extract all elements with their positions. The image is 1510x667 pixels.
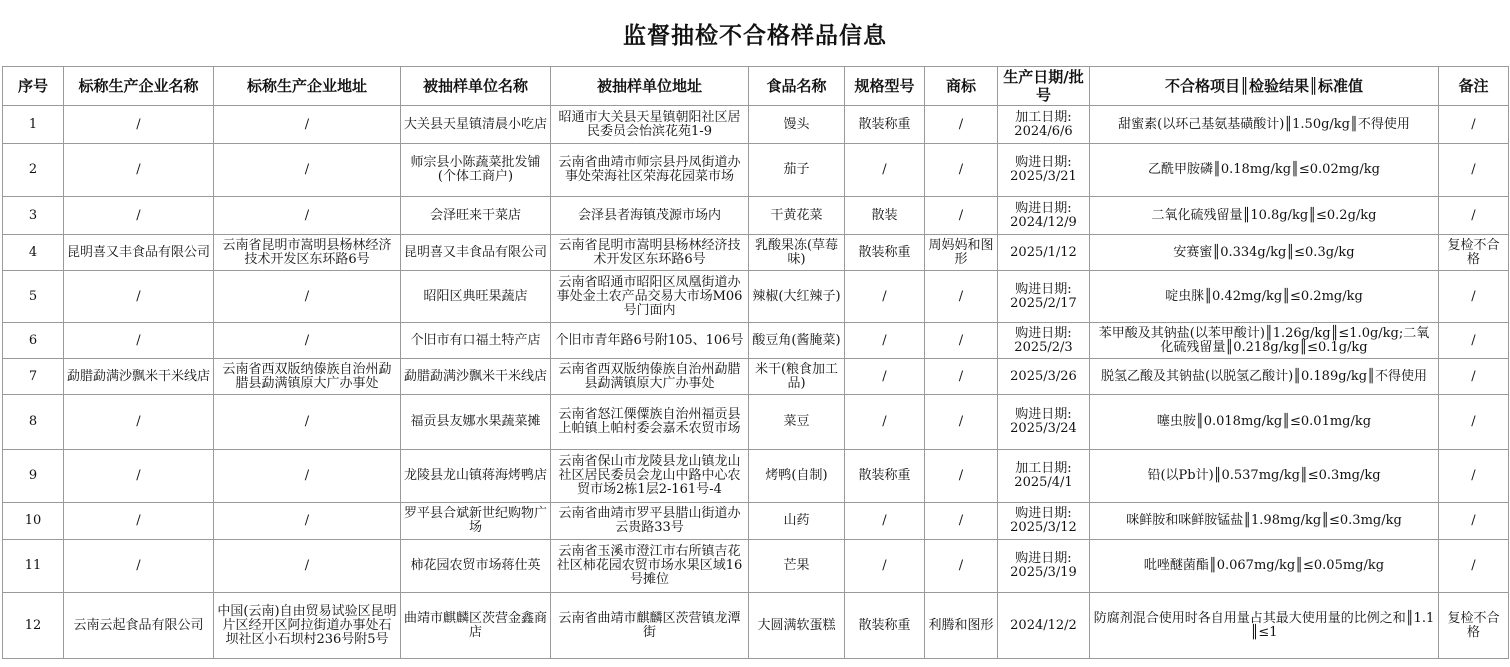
spec-model: /: [845, 323, 925, 359]
sampled-unit-name: 勐腊勐满沙飘米干米线店: [401, 359, 551, 395]
spec-model: /: [845, 271, 925, 323]
table-row: [3, 503, 1509, 540]
brand: /: [925, 197, 998, 235]
maker-address: /: [214, 323, 401, 359]
food-name: 茄子: [749, 144, 845, 197]
remark: /: [1439, 144, 1509, 197]
brand: /: [925, 323, 998, 359]
failed-item: 苯甲酸及其钠盐(以苯甲酸计)║1.26g/kg║≤1.0g/kg;二氧化硫残留量║0.218g/kg║≤0.1g/kg: [1090, 323, 1439, 359]
sampled-unit-name: 福贡县友娜水果蔬菜摊: [401, 395, 551, 450]
row-number: 12: [3, 593, 64, 659]
col-header: 生产日期/批号: [998, 67, 1090, 106]
sampled-unit-address: 昭通市大关县天星镇朝阳社区居民委员会怡滨花苑1-9: [551, 106, 749, 144]
production-date: 购进日期: 2024/12/9: [998, 197, 1090, 235]
row-number: 8: [3, 395, 64, 450]
brand: 利腾和图形: [925, 593, 998, 659]
production-date: 2024/12/2: [998, 593, 1090, 659]
row-number: 5: [3, 271, 64, 323]
remark: /: [1439, 359, 1509, 395]
remark: /: [1439, 106, 1509, 144]
sampled-unit-name: 昆明喜又丰食品有限公司: [401, 235, 551, 271]
brand: 周妈妈和图形: [925, 235, 998, 271]
production-date: 购进日期: 2025/3/19: [998, 540, 1090, 593]
table-row: [3, 540, 1509, 593]
sampled-unit-address: 云南省曲靖市罗平县腊山街道办云贵路33号: [551, 503, 749, 540]
maker-address: /: [214, 503, 401, 540]
table-row: [3, 395, 1509, 450]
brand: /: [925, 395, 998, 450]
spec-model: /: [845, 395, 925, 450]
inspection-table: [2, 66, 1509, 659]
table-row: [3, 323, 1509, 359]
sampled-unit-address: 云南省昭通市昭阳区凤凰街道办事处金土农产品交易大市场M06号门面内: [551, 271, 749, 323]
spec-model: 散装称重: [845, 106, 925, 144]
spec-model: /: [845, 540, 925, 593]
food-name: 菜豆: [749, 395, 845, 450]
col-header: 序号: [3, 67, 64, 106]
maker-name: 昆明喜又丰食品有限公司: [64, 235, 214, 271]
brand: /: [925, 540, 998, 593]
sampled-unit-name: 罗平县合斌新世纪购物广场: [401, 503, 551, 540]
failed-item: 防腐剂混合使用时各自用量占其最大使用量的比例之和║1.1║≤1: [1090, 593, 1439, 659]
spec-model: /: [845, 503, 925, 540]
sampled-unit-name: 柿花园农贸市场蒋仕英: [401, 540, 551, 593]
brand: /: [925, 106, 998, 144]
maker-name: /: [64, 144, 214, 197]
food-name: 米干(粮食加工品): [749, 359, 845, 395]
sampled-unit-name: 个旧市有口福土特产店: [401, 323, 551, 359]
maker-name: 勐腊勐满沙飘米干米线店: [64, 359, 214, 395]
food-name: 乳酸果冻(草莓味): [749, 235, 845, 271]
remark: /: [1439, 395, 1509, 450]
brand: /: [925, 503, 998, 540]
remark: 复检不合格: [1439, 235, 1509, 271]
table-row: [3, 144, 1509, 197]
remark: 复检不合格: [1439, 593, 1509, 659]
brand: /: [925, 144, 998, 197]
maker-name: /: [64, 197, 214, 235]
maker-address: /: [214, 450, 401, 503]
brand: /: [925, 271, 998, 323]
col-header: 商标: [925, 67, 998, 106]
sampled-unit-name: 龙陵县龙山镇蒋海烤鸭店: [401, 450, 551, 503]
spec-model: /: [845, 144, 925, 197]
brand: /: [925, 359, 998, 395]
food-name: 馒头: [749, 106, 845, 144]
header-row: [3, 67, 1509, 106]
maker-address: /: [214, 144, 401, 197]
sampled-unit-name: 大关县天星镇清晨小吃店: [401, 106, 551, 144]
row-number: 2: [3, 144, 64, 197]
maker-address: /: [214, 197, 401, 235]
production-date: 购进日期: 2025/3/24: [998, 395, 1090, 450]
sampled-unit-name: 师宗县小陈蔬菜批发铺(个体工商户): [401, 144, 551, 197]
remark: /: [1439, 197, 1509, 235]
production-date: 加工日期: 2025/4/1: [998, 450, 1090, 503]
table-row: [3, 197, 1509, 235]
sampled-unit-address: 个旧市青年路6号附105、106号: [551, 323, 749, 359]
spec-model: 散装称重: [845, 450, 925, 503]
table-row: [3, 450, 1509, 503]
failed-item: 啶虫脒║0.42mg/kg║≤0.2mg/kg: [1090, 271, 1439, 323]
maker-name: /: [64, 540, 214, 593]
maker-address: /: [214, 395, 401, 450]
food-name: 辣椒(大红辣子): [749, 271, 845, 323]
food-name: 酸豆角(酱腌菜): [749, 323, 845, 359]
production-date: 购进日期: 2025/3/12: [998, 503, 1090, 540]
failed-item: 甜蜜素(以环己基氨基磺酸计)║1.50g/kg║不得使用: [1090, 106, 1439, 144]
failed-item: 安赛蜜║0.334g/kg║≤0.3g/kg: [1090, 235, 1439, 271]
maker-address: /: [214, 271, 401, 323]
sampled-unit-address: 云南省怒江傈僳族自治州福贡县上帕镇上帕村委会嘉禾农贸市场: [551, 395, 749, 450]
remark: /: [1439, 323, 1509, 359]
maker-name: /: [64, 450, 214, 503]
row-number: 6: [3, 323, 64, 359]
remark: /: [1439, 450, 1509, 503]
table-row: [3, 359, 1509, 395]
spec-model: /: [845, 359, 925, 395]
sampled-unit-address: 云南省昆明市嵩明县杨林经济技术开发区东环路6号: [551, 235, 749, 271]
food-name: 大圆满软蛋糕: [749, 593, 845, 659]
sampled-unit-name: 曲靖市麒麟区茨营金鑫商店: [401, 593, 551, 659]
spec-model: 散装称重: [845, 593, 925, 659]
maker-name: /: [64, 503, 214, 540]
maker-address: /: [214, 540, 401, 593]
production-date: 购进日期: 2025/2/3: [998, 323, 1090, 359]
row-number: 10: [3, 503, 64, 540]
production-date: 购进日期: 2025/3/21: [998, 144, 1090, 197]
remark: /: [1439, 503, 1509, 540]
maker-name: /: [64, 271, 214, 323]
sampled-unit-address: 云南省曲靖市麒麟区茨营镇龙潭街: [551, 593, 749, 659]
failed-item: 二氧化硫残留量║10.8g/kg║≤0.2g/kg: [1090, 197, 1439, 235]
sampled-unit-address: 云南省保山市龙陵县龙山镇龙山社区居民委员会龙山中路中心农贸市场2栋1层2-161号-4: [551, 450, 749, 503]
maker-address: 云南省昆明市嵩明县杨林经济技术开发区东环路6号: [214, 235, 401, 271]
failed-item: 吡唑醚菌酯║0.067mg/kg║≤0.05mg/kg: [1090, 540, 1439, 593]
sampled-unit-address: 云南省曲靖市师宗县丹凤街道办事处荣海社区荣海花园菜市场: [551, 144, 749, 197]
col-header: 被抽样单位名称: [401, 67, 551, 106]
production-date: 2025/1/12: [998, 235, 1090, 271]
remark: /: [1439, 540, 1509, 593]
sampled-unit-address: 会泽县者海镇茂源市场内: [551, 197, 749, 235]
food-name: 山药: [749, 503, 845, 540]
maker-name: /: [64, 106, 214, 144]
row-number: 11: [3, 540, 64, 593]
maker-name: /: [64, 395, 214, 450]
col-header: 备注: [1439, 67, 1509, 106]
page-title: 监督抽检不合格样品信息: [623, 22, 887, 49]
col-header: 食品名称: [749, 67, 845, 106]
row-number: 1: [3, 106, 64, 144]
spec-model: 散装: [845, 197, 925, 235]
col-header: 标称生产企业名称: [64, 67, 214, 106]
row-number: 7: [3, 359, 64, 395]
sampled-unit-name: 昭阳区典旺果蔬店: [401, 271, 551, 323]
row-number: 3: [3, 197, 64, 235]
failed-item: 乙酰甲胺磷║0.18mg/kg║≤0.02mg/kg: [1090, 144, 1439, 197]
maker-name: /: [64, 323, 214, 359]
row-number: 9: [3, 450, 64, 503]
failed-item: 噻虫胺║0.018mg/kg║≤0.01mg/kg: [1090, 395, 1439, 450]
production-date: 加工日期: 2024/6/6: [998, 106, 1090, 144]
col-header: 标称生产企业地址: [214, 67, 401, 106]
food-name: 烤鸭(自制): [749, 450, 845, 503]
maker-address: /: [214, 106, 401, 144]
maker-address: 中国(云南)自由贸易试验区昆明片区经开区阿拉街道办事处石坝社区小石坝村236号附5号: [214, 593, 401, 659]
production-date: 2025/3/26: [998, 359, 1090, 395]
sampled-unit-name: 会泽旺来干菜店: [401, 197, 551, 235]
maker-name: 云南云起食品有限公司: [64, 593, 214, 659]
maker-address: 云南省西双版纳傣族自治州勐腊县勐满镇原大广办事处: [214, 359, 401, 395]
row-number: 4: [3, 235, 64, 271]
failed-item: 脱氢乙酸及其钠盐(以脱氢乙酸计)║0.189g/kg║不得使用: [1090, 359, 1439, 395]
col-header: 被抽样单位地址: [551, 67, 749, 106]
col-header: 规格型号: [845, 67, 925, 106]
failed-item: 咪鲜胺和咪鲜胺锰盐║1.98mg/kg║≤0.3mg/kg: [1090, 503, 1439, 540]
table-row: [3, 106, 1509, 144]
food-name: 芒果: [749, 540, 845, 593]
table-row: [3, 235, 1509, 271]
col-header: 不合格项目║检验结果║标准值: [1090, 67, 1439, 106]
sampled-unit-address: 云南省玉溪市澄江市右所镇吉花社区柿花园农贸市场水果区域16号摊位: [551, 540, 749, 593]
remark: /: [1439, 271, 1509, 323]
brand: /: [925, 450, 998, 503]
table-row: [3, 271, 1509, 323]
production-date: 购进日期: 2025/2/17: [998, 271, 1090, 323]
failed-item: 铅(以Pb计)║0.537mg/kg║≤0.3mg/kg: [1090, 450, 1439, 503]
food-name: 干黄花菜: [749, 197, 845, 235]
spec-model: 散装称重: [845, 235, 925, 271]
sampled-unit-address: 云南省西双版纳傣族自治州勐腊县勐满镇原大广办事处: [551, 359, 749, 395]
table-row: [3, 593, 1509, 659]
